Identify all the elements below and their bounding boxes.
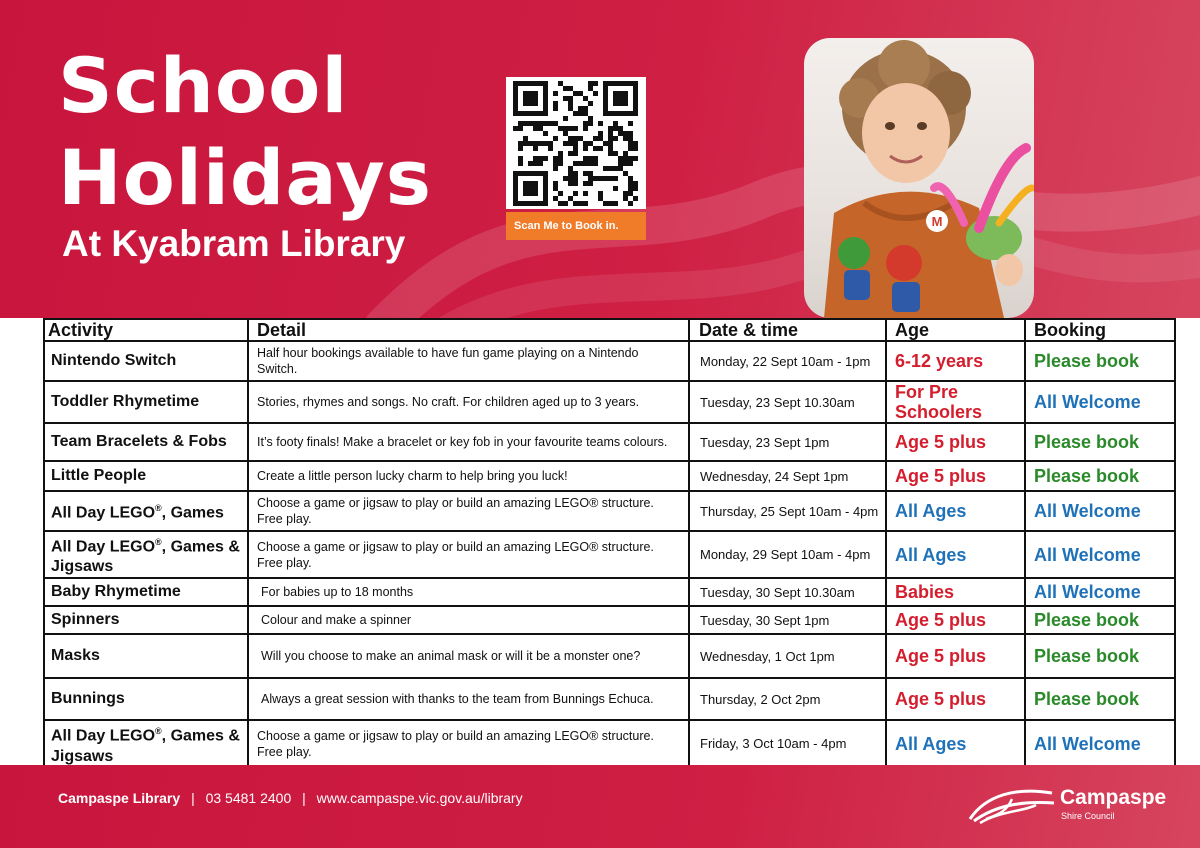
activity-cell: Toddler Rhymetime — [44, 381, 248, 423]
activity-cell: Team Bracelets & Fobs — [44, 423, 248, 461]
logo-subtitle: Shire Council — [1061, 811, 1115, 821]
activity-cell — [44, 531, 248, 578]
subtitle: At Kyabram Library — [62, 223, 406, 264]
logo-name: Campaspe — [1060, 786, 1167, 809]
booking-cell: All Welcome — [1025, 720, 1175, 767]
age-cell: All Ages — [886, 531, 1025, 578]
age-cell: Age 5 plus — [886, 423, 1025, 461]
age-cell: Age 5 plus — [886, 634, 1025, 678]
activity-cell — [44, 491, 248, 531]
date-cell: Tuesday, 23 Sept 1pm — [689, 423, 886, 461]
activity-table — [43, 318, 1174, 769]
header-activity: Activity — [44, 319, 248, 341]
activity-cell: Little People — [44, 461, 248, 491]
age-cell: For Pre Schoolers — [886, 381, 1025, 423]
header-age: Age — [886, 319, 1025, 341]
booking-cell: Please book — [1025, 634, 1175, 678]
activity-name: All Day LEGO — [51, 727, 156, 745]
table-row — [44, 678, 1175, 720]
date-cell: Friday, 3 Oct 10am - 4pm — [689, 720, 886, 767]
activity-cell — [44, 720, 248, 767]
title-line-2: Holidays — [58, 133, 433, 222]
registered-mark: ® — [155, 503, 162, 514]
detail-cell: Choose a game or jigsaw to play or build an amazing LEGO® structure. Free play. — [248, 720, 689, 767]
booking-cell: All Welcome — [1025, 491, 1175, 531]
age-cell: All Ages — [886, 720, 1025, 767]
booking-cell: Please book — [1025, 423, 1175, 461]
footer-website[interactable]: www.campaspe.vic.gov.au/library — [316, 790, 523, 806]
detail-cell: For babies up to 18 months — [248, 578, 689, 606]
table-row — [44, 578, 1175, 606]
activity-name-suffix: , Games — [161, 504, 224, 522]
booking-cell: All Welcome — [1025, 381, 1175, 423]
footer-org: Campaspe Library — [58, 790, 181, 806]
activity-cell: Spinners — [44, 606, 248, 634]
date-cell: Tuesday, 23 Sept 10.30am — [689, 381, 886, 423]
table-row — [44, 531, 1175, 578]
detail-cell: Half hour bookings available to have fun game playing on a Nintendo Switch. — [248, 341, 689, 381]
footer-separator: | — [191, 790, 195, 806]
activity-name: All Day LEGO — [51, 538, 156, 556]
age-cell: All Ages — [886, 491, 1025, 531]
detail-cell: Choose a game or jigsaw to play or build an amazing LEGO® structure. Free play. — [248, 531, 689, 578]
header-banner — [0, 0, 1200, 318]
detail-cell: It’s footy finals! Make a bracelet or key fob in your favourite teams colours. — [248, 423, 689, 461]
campaspe-wave-icon — [966, 785, 1058, 825]
date-cell: Tuesday, 30 Sept 1pm — [689, 606, 886, 634]
date-cell: Monday, 22 Sept 10am - 1pm — [689, 341, 886, 381]
activity-cell: Masks — [44, 634, 248, 678]
date-cell: Thursday, 2 Oct 2pm — [689, 678, 886, 720]
booking-cell: All Welcome — [1025, 531, 1175, 578]
child-photo — [804, 38, 1034, 318]
date-cell: Wednesday, 24 Sept 1pm — [689, 461, 886, 491]
booking-cell: Please book — [1025, 341, 1175, 381]
detail-cell: Colour and make a spinner — [248, 606, 689, 634]
booking-cell: Please book — [1025, 606, 1175, 634]
activity-name-suffix: , Games & Jigsaws — [51, 538, 240, 576]
footer-contact — [58, 790, 523, 806]
table-row — [44, 341, 1175, 381]
header-detail: Detail — [248, 319, 689, 341]
date-cell: Monday, 29 Sept 10am - 4pm — [689, 531, 886, 578]
date-cell: Thursday, 25 Sept 10am - 4pm — [689, 491, 886, 531]
registered-mark: ® — [155, 726, 162, 737]
footer-phone[interactable]: 03 5481 2400 — [205, 790, 292, 806]
date-cell: Wednesday, 1 Oct 1pm — [689, 634, 886, 678]
activity-name: All Day LEGO — [51, 504, 156, 522]
table-row — [44, 491, 1175, 531]
title-line-1: School — [58, 41, 349, 130]
booking-cell: All Welcome — [1025, 578, 1175, 606]
detail-cell: Will you choose to make an animal mask or will it be a monster one? — [248, 634, 689, 678]
activity-name-suffix: , Games & Jigsaws — [51, 727, 240, 765]
detail-cell: Create a little person lucky charm to help bring you luck! — [248, 461, 689, 491]
activity-cell: Bunnings — [44, 678, 248, 720]
age-cell: Babies — [886, 578, 1025, 606]
detail-cell: Stories, rhymes and songs. No craft. For children aged up to 3 years. — [248, 381, 689, 423]
header-date: Date & time — [689, 319, 886, 341]
age-cell: Age 5 plus — [886, 461, 1025, 491]
table-row — [44, 606, 1175, 634]
age-cell: Age 5 plus — [886, 606, 1025, 634]
detail-cell: Choose a game or jigsaw to play or build an amazing LEGO® structure. Free play. — [248, 491, 689, 531]
table-row — [44, 720, 1175, 767]
booking-cell: Please book — [1025, 678, 1175, 720]
table-row — [44, 634, 1175, 678]
header-booking: Booking — [1025, 319, 1175, 341]
table-header-row — [44, 319, 1175, 341]
qr-caption: Scan Me to Book in. — [506, 212, 646, 240]
activity-cell: Baby Rhymetime — [44, 578, 248, 606]
detail-cell: Always a great session with thanks to the team from Bunnings Echuca. — [248, 678, 689, 720]
booking-cell: Please book — [1025, 461, 1175, 491]
qr-code[interactable] — [506, 77, 646, 209]
registered-mark: ® — [155, 537, 162, 547]
age-cell: Age 5 plus — [886, 678, 1025, 720]
table-row — [44, 381, 1175, 423]
campaspe-logo — [966, 785, 1166, 825]
table-row — [44, 423, 1175, 461]
footer-banner — [0, 765, 1200, 848]
age-cell: 6-12 years — [886, 341, 1025, 381]
footer-separator: | — [302, 790, 306, 806]
table-row — [44, 461, 1175, 491]
date-cell: Tuesday, 30 Sept 10.30am — [689, 578, 886, 606]
m-badge: M — [931, 214, 943, 229]
activity-cell: Nintendo Switch — [44, 341, 248, 381]
